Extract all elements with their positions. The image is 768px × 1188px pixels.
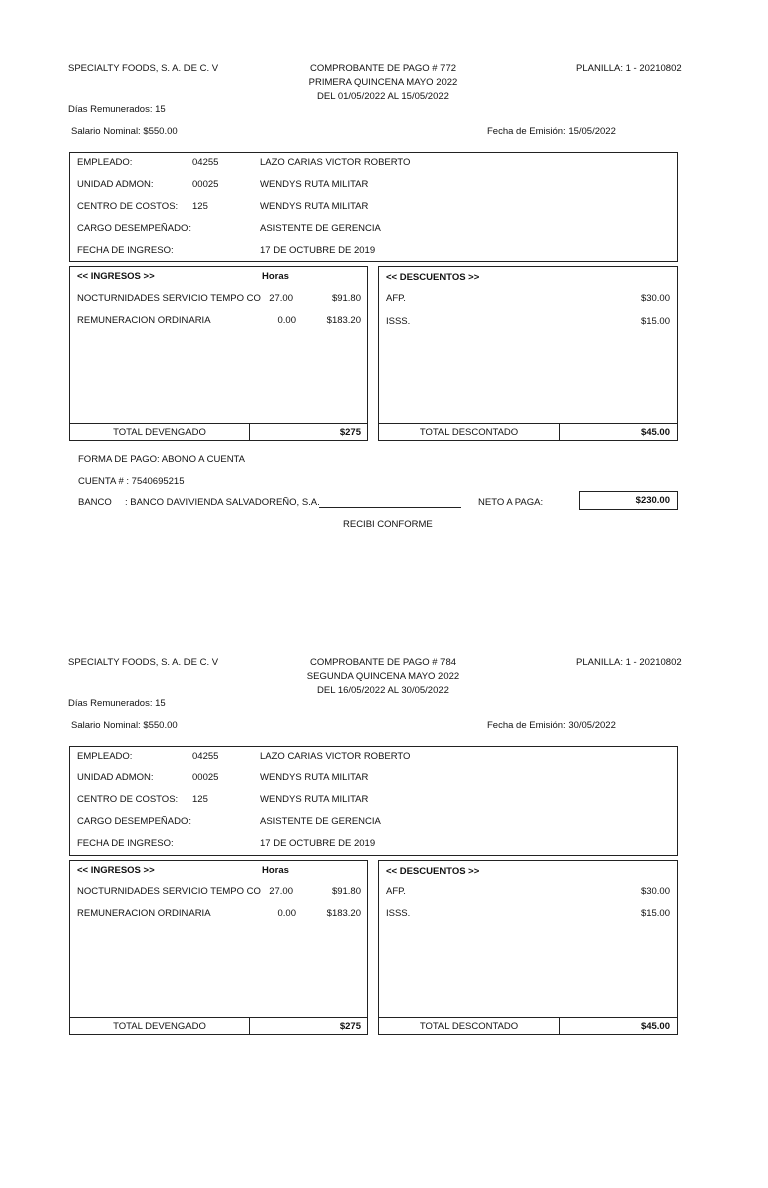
issue-date: Fecha de Emisión: 15/05/2022 [487,126,616,137]
deduction-item-amount: $15.00 [640,316,670,327]
admin-unit-value: WENDYS RUTA MILITAR [260,179,369,190]
income-item-amount: $183.20 [326,908,361,919]
cost-center-code: 125 [192,794,208,805]
deductions-total-divider [378,423,678,424]
hire-date-label: FECHA DE INGRESO: [77,245,174,256]
income-total-separator [249,423,250,441]
nominal-salary: Salario Nominal: $550.00 [71,126,178,137]
admin-unit-label: UNIDAD ADMON: [77,772,154,783]
income-item-hours: 27.00 [269,886,293,897]
receipt-title: COMPROBANTE DE PAGO # 772 [309,63,457,74]
income-item-amount: $91.80 [331,886,361,897]
employee-name: LAZO CARIAS VICTOR ROBERTO [260,157,411,168]
deductions-total-label: TOTAL DESCONTADO [419,427,519,438]
income-total-label: TOTAL DEVENGADO [113,1021,206,1032]
income-total-separator [249,1017,250,1035]
deduction-item-concept: AFP. [386,293,406,304]
income-header: << INGRESOS >> [77,271,155,282]
period-name: SEGUNDA QUINCENA MAYO 2022 [306,671,460,682]
hours-header: Horas [262,271,289,282]
income-item-hours: 0.00 [277,315,296,326]
deductions-total-separator [559,423,560,441]
company-name: SPECIALTY FOODS, S. A. DE C. V [68,657,219,668]
admin-unit-code: 00025 [192,772,219,783]
payroll-id: PLANILLA: 1 - 20210802 [576,657,682,668]
hire-date-label: FECHA DE INGRESO: [77,838,174,849]
deduction-item-concept: ISSS. [386,316,411,327]
deduction-item-amount: $30.00 [640,293,670,304]
period-name: PRIMERA QUINCENA MAYO 2022 [308,77,458,88]
income-total-label: TOTAL DEVENGADO [113,427,206,438]
position-value: ASISTENTE DE GERENCIA [260,223,381,234]
nominal-salary: Salario Nominal: $550.00 [71,720,178,731]
position-label: CARGO DESEMPEÑADO: [77,816,192,827]
income-item-concept: NOCTURNIDADES SERVICIO TEMPO CO [77,886,261,897]
payroll-id: PLANILLA: 1 - 20210802 [576,63,682,74]
pay-slip-2 [0,594,768,1188]
hire-date-value: 17 DE OCTUBRE DE 2019 [260,245,376,256]
position-label: CARGO DESEMPEÑADO: [77,223,192,234]
employee-name: LAZO CARIAS VICTOR ROBERTO [260,751,411,762]
income-total-value: $275 [339,1021,361,1032]
admin-unit-code: 00025 [192,179,219,190]
income-item-hours: 0.00 [277,908,296,919]
deductions-total-label: TOTAL DESCONTADO [419,1021,519,1032]
hours-header: Horas [262,865,289,876]
cost-center-label: CENTRO DE COSTOS: [77,201,179,212]
admin-unit-label: UNIDAD ADMON: [77,179,154,190]
income-item-concept: NOCTURNIDADES SERVICIO TEMPO CO [77,293,261,304]
income-item-amount: $183.20 [326,315,361,326]
employee-label: EMPLEADO: [77,751,133,762]
cost-center-label: CENTRO DE COSTOS: [77,794,179,805]
position-value: ASISTENTE DE GERENCIA [260,816,381,827]
income-item-concept: REMUNERACION ORDINARIA [77,908,211,919]
income-total-value: $275 [339,427,361,438]
deduction-item-concept: AFP. [386,886,406,897]
deduction-item-amount: $30.00 [640,886,670,897]
received-conform: RECIBI CONFORME [343,519,433,530]
hire-date-value: 17 DE OCTUBRE DE 2019 [260,838,376,849]
deductions-header: << DESCUENTOS >> [386,272,480,283]
paid-days: Días Remunerados: 15 [68,104,166,115]
net-pay-value: $230.00 [635,495,670,506]
deductions-header: << DESCUENTOS >> [386,866,480,877]
cost-center-code: 125 [192,201,208,212]
period-range: DEL 01/05/2022 AL 15/05/2022 [317,91,449,102]
deductions-total-separator [559,1017,560,1035]
income-total-divider [69,1017,368,1018]
deductions-total-value: $45.00 [640,427,670,438]
period-range: DEL 16/05/2022 AL 30/05/2022 [317,685,449,696]
issue-date: Fecha de Emisión: 30/05/2022 [487,720,616,731]
deduction-item-amount: $15.00 [640,908,670,919]
account-number: CUENTA # : 7540695215 [78,476,185,487]
signature-line [319,507,461,508]
deduction-item-concept: ISSS. [386,908,411,919]
paid-days: Días Remunerados: 15 [68,698,166,709]
company-name: SPECIALTY FOODS, S. A. DE C. V [68,63,219,74]
employee-label: EMPLEADO: [77,157,133,168]
cost-center-value: WENDYS RUTA MILITAR [260,794,369,805]
admin-unit-value: WENDYS RUTA MILITAR [260,772,369,783]
income-item-hours: 27.00 [269,293,293,304]
income-header: << INGRESOS >> [77,865,155,876]
net-pay-label: NETO A PAGA: [478,497,544,508]
employee-code: 04255 [192,157,219,168]
income-item-amount: $91.80 [331,293,361,304]
bank-name: BANCO : BANCO DAVIVIENDA SALVADOREÑO, S.A. [78,497,320,508]
receipt-title: COMPROBANTE DE PAGO # 784 [309,657,457,668]
deductions-total-divider [378,1017,678,1018]
payment-method: FORMA DE PAGO: ABONO A CUENTA [78,454,245,465]
employee-code: 04255 [192,751,219,762]
deductions-total-value: $45.00 [640,1021,670,1032]
income-item-concept: REMUNERACION ORDINARIA [77,315,211,326]
cost-center-value: WENDYS RUTA MILITAR [260,201,369,212]
income-total-divider [69,423,368,424]
